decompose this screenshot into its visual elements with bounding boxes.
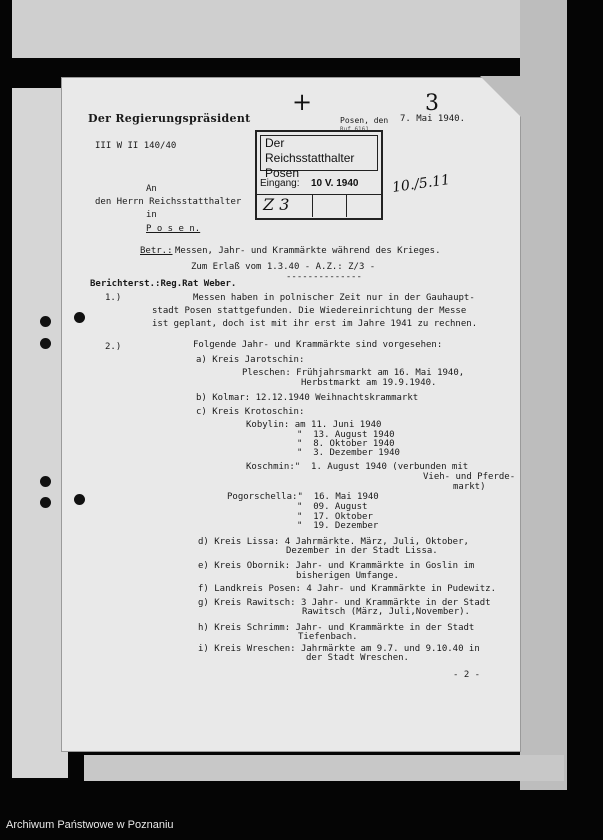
punch-hole — [74, 494, 85, 505]
punch-hole — [40, 497, 51, 508]
authority-heading: Der Regierungspräsident — [88, 112, 251, 125]
back-page-top — [12, 0, 567, 58]
stamp-eingang-date: 10 V. 1940 — [311, 178, 359, 189]
stamp-title-line1: Der Reichsstatthalter — [265, 136, 355, 165]
archive-footer: Archiwum Państwowe w Poznaniu — [6, 819, 174, 831]
punch-hole — [40, 316, 51, 327]
back-page-right — [520, 0, 567, 790]
market-item: " 13. August 1940 — [297, 430, 395, 440]
market-item: Rawitsch (März, Juli,November). — [302, 607, 470, 617]
section-1-line: ist geplant, doch ist mit ihr erst im Jahre 1941 zu rechnen. — [152, 319, 478, 329]
market-item: markt) — [453, 482, 486, 492]
punch-hole — [40, 338, 51, 349]
handwritten-page-number: 3 — [425, 91, 439, 116]
market-item: e) Kreis Obornik: Jahr- und Krammärkte in Goslin im — [198, 561, 475, 571]
stamp-title-box — [260, 135, 378, 180]
section-2-intro: Folgende Jahr- und Krammärkte sind vorgesehen: — [193, 340, 443, 350]
stamp-cells — [257, 194, 381, 218]
market-item: i) Kreis Wreschen: Jahrmärkte am 9.7. und 9.10.40 in — [198, 644, 480, 654]
recipient-in: in — [146, 210, 157, 220]
punch-hole — [74, 312, 85, 323]
market-item: Pleschen: Frühjahrsmarkt am 16. Mai 1940, — [242, 368, 465, 378]
market-item: bisherigen Umfange. — [296, 571, 399, 581]
section-1-number: 1.) — [105, 293, 122, 303]
corner-fold — [480, 76, 522, 118]
market-item: Dezember in der Stadt Lissa. — [286, 546, 438, 556]
rapporteur: Berichterst.:Reg.Rat Weber. — [90, 279, 237, 289]
subject-reference: Zum Erlaß vom 1.3.40 - A.Z.: Z/3 - — [191, 262, 376, 272]
market-item: Pogorschella:" 16. Mai 1940 — [227, 492, 379, 502]
market-item: g) Kreis Rawitsch: 3 Jahr- und Krammärkte in der Stadt — [198, 598, 491, 608]
market-item: f) Landkreis Posen: 4 Jahr- und Krammärkte in Pudewitz. — [198, 584, 497, 594]
handwritten-mark: + — [292, 88, 313, 116]
market-item: " 17. Oktober — [297, 512, 373, 522]
punch-hole — [40, 476, 51, 487]
stamp-handwritten-code: Z 3 — [263, 195, 290, 214]
market-item: d) Kreis Lissa: 4 Jahrmärkte. März, Juli, Oktober, — [198, 537, 469, 547]
handwritten-margin-note: 10./5.11 — [391, 172, 451, 196]
market-item: Tiefenbach. — [298, 632, 358, 642]
recipient-city: P o s e n. — [146, 224, 201, 234]
market-item: der Stadt Wreschen. — [306, 653, 409, 663]
reichsstatthalter-stamp — [255, 130, 383, 220]
market-item: h) Kreis Schrimm: Jahr- und Krammärkte in der Stadt — [198, 623, 475, 633]
stamp-eingang-label: Eingang: — [260, 178, 300, 189]
market-item: " 19. Dezember — [297, 521, 379, 531]
market-item: a) Kreis Jarotschin: — [196, 355, 305, 365]
section-1-line: stadt Posen stattgefunden. Die Wiedereinrichtung der Messe — [152, 306, 467, 316]
market-item: c) Kreis Krotoschin: — [196, 407, 305, 417]
market-item: Kobylin: am 11. Juni 1940 — [246, 420, 382, 430]
market-item: " 3. Dezember 1940 — [297, 448, 400, 458]
subject-text: Messen, Jahr- und Krammärkte während des Krieges. — [175, 246, 441, 256]
recipient-an: An — [146, 184, 157, 194]
market-item: Koschmin:" 1. August 1940 (verbunden mit — [246, 462, 469, 472]
section-1-line: Messen haben in polnischer Zeit nur in der Gauhaupt- — [193, 293, 475, 303]
market-item: b) Kolmar: 12.12.1940 Weihnachtskrammarkt — [196, 393, 419, 403]
place-sub-label: Ruf 6161 — [340, 126, 369, 133]
subject-rule: -------------- — [286, 272, 362, 282]
stamp-cell — [257, 195, 313, 217]
back-page-left — [12, 88, 68, 778]
market-item: Herbstmarkt am 19.9.1940. — [301, 378, 437, 388]
reference-number: III W II 140/40 — [95, 141, 177, 151]
market-item: Vieh- und Pferde- — [423, 472, 516, 482]
stamp-title-line2: Posen — [265, 166, 300, 180]
section-2-number: 2.) — [105, 342, 122, 352]
letter-date: 7. Mai 1940. — [400, 114, 466, 124]
back-page-bottom — [84, 755, 564, 781]
next-page-marker: - 2 - — [453, 670, 481, 680]
place-label: Posen, den — [340, 116, 389, 125]
market-item: " 09. August — [297, 502, 368, 512]
subject-label: Betr.: — [140, 246, 173, 256]
market-item: " 8. Oktober 1940 — [297, 439, 395, 449]
recipient-title: den Herrn Reichsstatthalter — [95, 197, 242, 207]
stamp-cell — [313, 195, 347, 217]
